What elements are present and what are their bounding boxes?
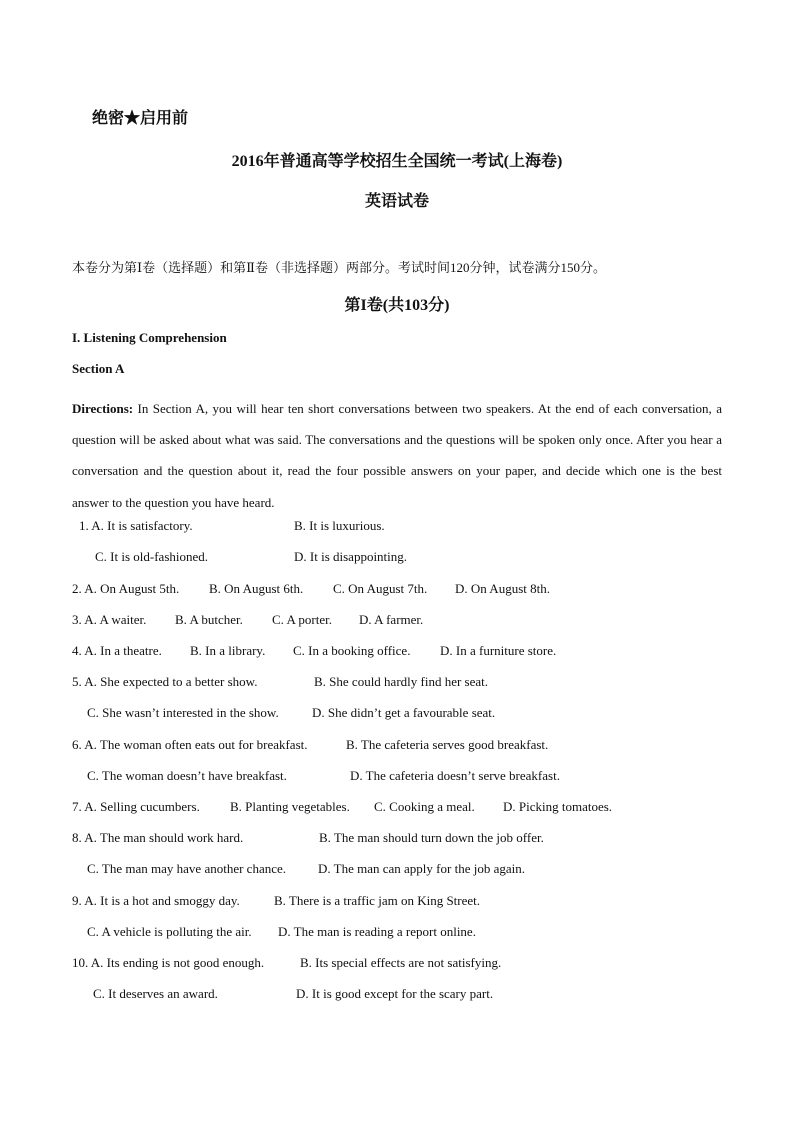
option-b: B. A butcher. xyxy=(175,612,243,627)
option-a: 4. A. In a theatre. xyxy=(72,643,162,658)
option-b: B. In a library. xyxy=(190,643,266,658)
paper-intro: 本卷分为第Ⅰ卷（选择题）和第Ⅱ卷（非选择题）两部分。考试时间120分钟，试卷满分150分。 xyxy=(72,260,606,275)
option-a: 2. A. On August 5th. xyxy=(72,581,180,596)
option-c: C. It is old-fashioned. xyxy=(95,549,209,564)
option-d: D. The cafeteria doesn’t serve breakfast. xyxy=(350,768,560,783)
option-d: D. Picking tomatoes. xyxy=(503,799,613,814)
option-c: C. In a booking office. xyxy=(293,643,411,658)
sub-heading: Section A xyxy=(72,361,125,376)
option-c: C. On August 7th. xyxy=(333,581,428,596)
option-c: C. The woman doesn’t have breakfast. xyxy=(87,768,287,783)
option-c: C. It deserves an award. xyxy=(93,986,218,1001)
option-b: B. It is luxurious. xyxy=(294,518,385,533)
option-d: D. On August 8th. xyxy=(455,581,550,596)
option-a: 6. A. The woman often eats out for breakfast. xyxy=(72,737,308,752)
option-d: D. She didn’t get a favourable seat. xyxy=(312,705,496,720)
option-a: 9. A. It is a hot and smoggy day. xyxy=(72,893,240,908)
option-d: D. The man is reading a report online. xyxy=(278,924,476,939)
part-title: 第I卷(共103分) xyxy=(344,297,450,314)
option-b: B. She could hardly find her seat. xyxy=(314,674,489,689)
option-a: 5. A. She expected to a better show. xyxy=(72,674,258,689)
paper-subtitle: 英语试卷 xyxy=(364,193,429,210)
option-d: D. The man can apply for the job again. xyxy=(318,861,525,876)
confidential-mark: 绝密★启用前 xyxy=(92,110,189,127)
option-a: 1. A. It is satisfactory. xyxy=(79,518,193,533)
option-c: C. A porter. xyxy=(272,612,332,627)
option-d: D. It is disappointing. xyxy=(294,549,408,564)
option-c: C. Cooking a meal. xyxy=(374,799,475,814)
option-d: D. It is good except for the scary part. xyxy=(296,986,494,1001)
option-a: 8. A. The man should work hard. xyxy=(72,830,244,845)
exam-title: 2016年普通高等学校招生全国统一考试(上海卷) xyxy=(231,153,563,170)
directions-text: In Section A, you will hear ten short conversations between two speakers. At the end of each conversation, a question will be asked about what was said. The conversations and the questions will be spoken only once. After you hear a conversation and the question about it, read the four possible answers on your paper, and decide which one is the best answer to the question you have heard. xyxy=(72,401,722,510)
option-c: C. The man may have another chance. xyxy=(87,861,287,876)
option-b: B. There is a traffic jam on King Street. xyxy=(274,893,481,908)
option-a: 3. A. A waiter. xyxy=(72,612,147,627)
option-b: B. Planting vegetables. xyxy=(230,799,350,814)
option-d: D. In a furniture store. xyxy=(440,643,557,658)
option-a: 7. A. Selling cucumbers. xyxy=(72,799,200,814)
option-c: C. She wasn’t interested in the show. xyxy=(87,705,279,720)
directions xyxy=(72,393,722,518)
option-b: B. Its special effects are not satisfying. xyxy=(300,955,502,970)
option-b: B. The man should turn down the job offer. xyxy=(319,830,544,845)
option-b: B. The cafeteria serves good breakfast. xyxy=(346,737,549,752)
option-c: C. A vehicle is polluting the air. xyxy=(87,924,252,939)
option-b: B. On August 6th. xyxy=(209,581,304,596)
option-a: 10. A. Its ending is not good enough. xyxy=(72,955,265,970)
option-d: D. A farmer. xyxy=(359,612,424,627)
directions-label: Directions: xyxy=(72,401,134,416)
section-heading: I. Listening Comprehension xyxy=(72,330,227,345)
